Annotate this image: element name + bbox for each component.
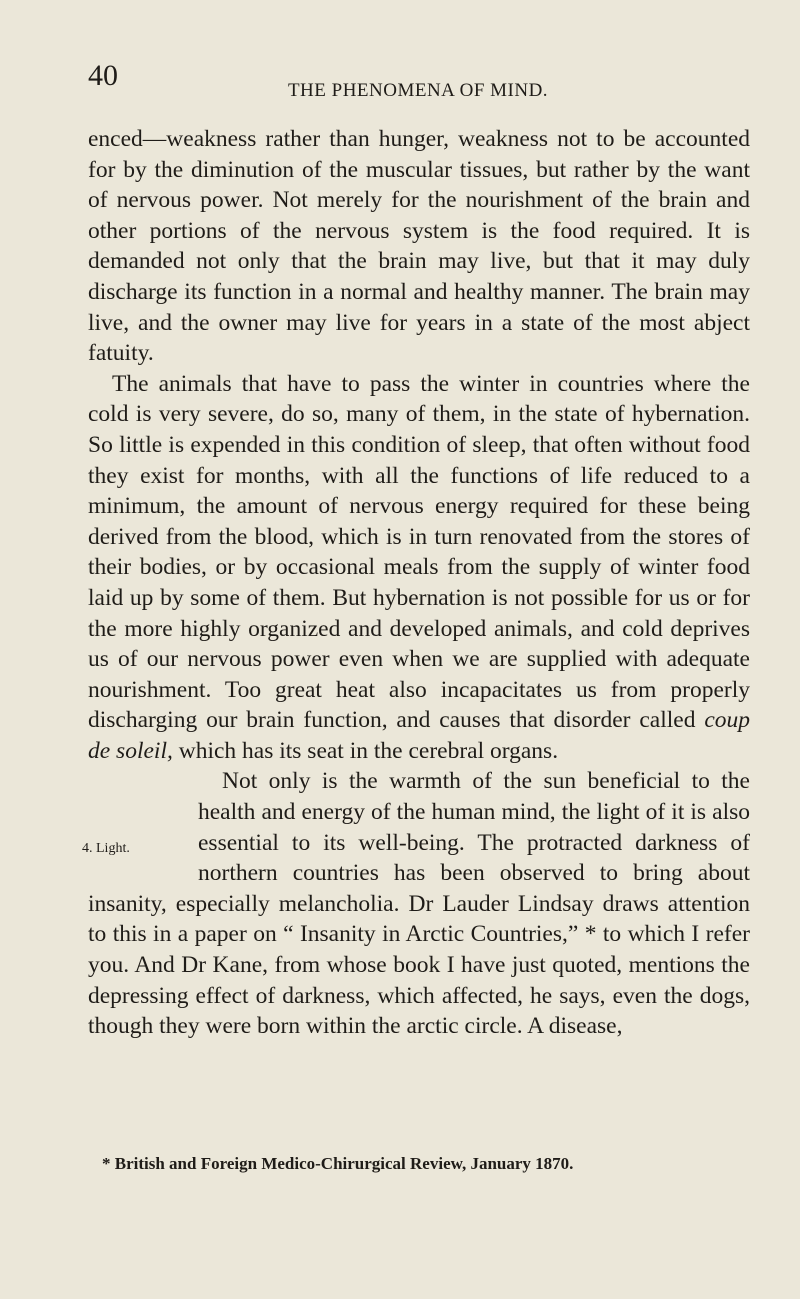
italic-phrase: coup de soleil,: [88, 707, 750, 764]
paragraph-2-text: The animals that have to pass the winter in countries where the cold is very severe, do so, many of them, in the state of hybernation. So little is expended in this condition of sleep, that often without food they exist for months, with all the functions of life reduced to a minimum, the amount of nervous energy required for these being derived from the blood, which is in turn renovated from the stores of their bodies, or by occasional meals from the supply of winter food laid up by some of them. But hybernation is not possible for us or for the more highly organized and developed animals, and cold deprives us of our nervous power even when we are supplied with adequate nourishment. Too great heat also incapacitates us from properly discharging our brain function, and causes that disorder called: [88, 370, 750, 734]
running-title: THE PHENOMENA OF MIND.: [287, 80, 549, 101]
footnote: * British and Foreign Medico-Chirurgical Review, January 1870.: [102, 1154, 574, 1173]
paragraph-2: [88, 369, 750, 767]
margin-note: [82, 766, 198, 858]
page-number: 40: [88, 59, 118, 92]
margin-note-label: 4. Light.: [82, 841, 130, 857]
page-header: [88, 58, 748, 101]
paragraph-2-end: which has its seat in the cerebral organs.: [172, 737, 559, 764]
paragraph-3: [82, 766, 750, 1041]
body-text: [82, 124, 750, 1042]
paragraph-1: enced—weakness rather than hunger, weakness not to be accounted for by the diminution of the muscular tissues, but rather by the want of nervous power. Not merely for the nourishment of the brain and other portions of the nervous system is the food required. It is demanded not only that the brain may live, but that it may duly discharge its function in a normal and healthy manner. The brain may live, and the owner may live for years in a state of the most abject fatuity.: [88, 126, 750, 367]
paragraph-3-text: Not only is the warmth of the sun beneficial to the health and energy of the human mind, the light of it is also essential to its well-being. The protracted darkness of northern countries has been observed to bring about insanity, especially melancholia. Dr Lauder Lindsay draws attention to this in a paper on “ Insanity in Arctic Countries,” * to which I refer you. And Dr Kane, from whose book I have just quoted, mentions the depressing effect of darkness, which affected, he says, even the dogs, though they were born within the arctic circle. A disease,: [88, 768, 750, 1040]
